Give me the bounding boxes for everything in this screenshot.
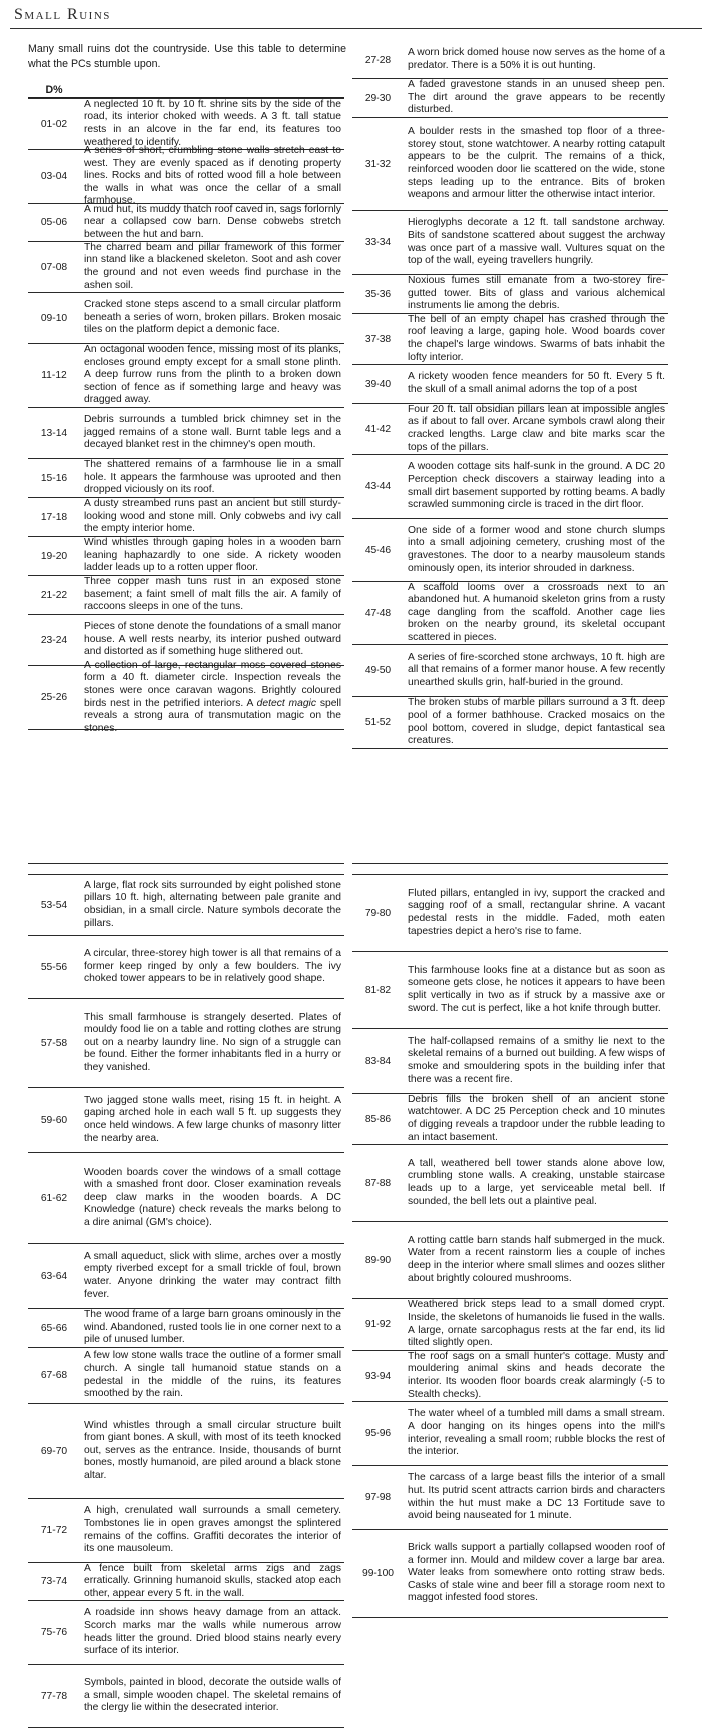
ruin-description: A boulder rests in the smashed top floor of a three-storey stout, stone watchtower. A nearby rotting catapult appears to be the culprit. The remains of a thick, reinforced wooden door lie scattered on the wide, stone steps leading up to the entrance. Bits of broken weapons and armour litter the otherwise intact interior. [408,126,665,201]
table-row [352,1029,668,1094]
roll-range: 97-98 [364,1492,392,1503]
table-row [28,498,344,537]
table-row [28,1153,344,1244]
table-bottom-right [352,874,668,1618]
ruin-description: A tall, weathered bell tower stands alone above low, crumbling stone walls. A creaking, unstable staircase leads up to a large, yet serviceable metal bell. If sounded, the bell lets out a plaintive peal. [408,1157,665,1207]
ruin-description: An octagonal wooden fence, missing most of its planks, encloses ground empty except for a small stone plinth. A deep furrow runs from the plinth to a broken down section of fence as if something large and heavy was dragged away. [84,344,341,406]
table-row [352,455,668,519]
table-row [352,42,668,79]
roll-range: 45-46 [364,544,392,556]
roll-range: 23-24 [40,634,68,646]
table-row [352,211,668,275]
ruin-description: One side of a former wood and stone church slumps into a small adjoining cemetery, crushing most of the gravestones. The door to a nearby mausoleum stands ominously open, its interior shrouded in darkness. [408,524,665,574]
table-row [28,98,344,150]
ruin-description: The bell of an empty chapel has crashed through the roof leaving a large, gaping hole. Wood boards cover the chapel's large windows. Swarms of bats inhabit the lofty interior. [408,313,665,363]
table-row [28,344,344,408]
roll-range: 13-14 [40,427,68,439]
ruin-description: Wind whistles through a small circular structure built from giant bones. A skull, with most of its teeth knocked out, serves as the entrance. Inside, thousands of burnt bones, mostly humanoid, are piled around a black stone altar. [84,1419,341,1481]
table-row [28,999,344,1088]
ruin-description: A neglected 10 ft. by 10 ft. shrine sits by the side of the road, its interior choked with weeds. A 3 ft. tall statue rests in an alcove in the far end, its features too weathered to identify. [84,98,341,148]
roll-range: 43-44 [364,481,392,492]
roll-range: 03-04 [40,171,68,182]
roll-range: 63-64 [40,1270,68,1282]
table-row [28,936,344,999]
roll-range: 21-22 [40,589,68,601]
ruin-description: A collection of large, rectangular moss covered stones form a 40 ft. diameter circle. Inspection reveals the stones were once caravan wagons. Brightly coloured birds nest in the petrified interiors. A detect magic spell reveals a strong aura of transmutation magic on the stones. [84,659,341,734]
roll-range: 11-12 [41,370,67,381]
ruin-description: A worn brick domed house now serves as the home of a predator. There is a 50% it is out hunting. [408,47,665,71]
table-row [352,275,668,314]
roll-range: 89-90 [364,1254,392,1266]
roll-range: 25-26 [40,692,68,703]
roll-range: 51-52 [364,717,392,728]
roll-range: 93-94 [364,1370,392,1382]
roll-range: 29-30 [364,92,392,104]
intro-text: Many small ruins dot the countryside. Use this table to determine what the PCs stumble upon. [28,43,346,70]
roll-range: 49-50 [364,665,392,676]
table-row [28,1563,344,1601]
ruin-description: A mud hut, its muddy thatch roof caved in, sags forlornly near a collapsed cow barn. Dense cobwebs stretch between the hut and barn. [84,203,341,240]
roll-range: 15-16 [40,472,68,484]
ruin-description: The charred beam and pillar framework of this former inn stand like a blackened skeleton. Soot and ash cover the ground and not even weeds find purchase in the ashen soil. [84,241,341,291]
roll-range: 85-86 [364,1113,392,1125]
ruin-description: The water wheel of a tumbled mill dams a small stream. A door hanging on its hinges opens into the mill's interior, revealing a small room; rubble blocks the rest of the interior. [408,1408,665,1458]
ruin-description: Debris fills the broken shell of an ancient stone watchtower. A DC 25 Perception check and 10 minutes of digging reveals a trapdoor under the rubble leading to an intact basement. [408,1093,665,1143]
table-row [28,1404,344,1499]
table-top-left [28,82,344,734]
page-title: Small Ruins [14,6,111,23]
roll-range: 67-68 [40,1370,68,1381]
table-row [352,952,668,1029]
roll-range: 55-56 [40,961,68,973]
ruin-description: Three copper mash tuns rust in an exposed stone basement; a faint smell of malt fills the air. A family of raccoons sleeps in one of the tuns. [84,576,341,613]
table-row [352,697,668,749]
roll-range: 61-62 [40,1192,68,1204]
roll-range: 47-48 [364,607,392,619]
title-rule [10,28,702,29]
ruin-description: Two jagged stone walls meet, rising 15 ft. in height. A gaping arched hole in each wall 5 ft. up suggests they once held windows. A few large chunks of masonry litter the nearby area. [84,1094,341,1144]
roll-range: 71-72 [40,1525,68,1536]
table-row [352,1094,668,1145]
ruin-description: The carcass of a large beast fills the interior of a small hut. Its putrid scent attracts carrion birds and characters within the hut must make a DC 13 Fortitude save to avoid being nauseated for 1 minute. [408,1472,665,1522]
table-row [352,365,668,404]
roll-range: 83-84 [364,1055,392,1067]
ruin-description: A circular, three-storey high tower is all that remains of a former keep ringed by only a few boulders. The ivy choked tower appears to be in relatively good shape. [84,948,341,985]
table-row [28,1665,344,1728]
section-divider-right [352,863,668,864]
table-row [28,1499,344,1563]
ruin-description: The shattered remains of a farmhouse lie in a small hole. It appears the farmhouse was uprooted and then dropped viciously on its roof. [84,459,341,496]
roll-range: 09-10 [40,312,68,324]
table-row [352,404,668,455]
ruin-description: Fluted pillars, entangled in ivy, support the cracked and sagging roof of a small, rectangular shrine. A vacant pedestal rests in the middle. Faded, moth eaten tapestries depict a hero's rise to fame. [408,887,665,937]
table-row [28,576,344,615]
ruin-description: A roadside inn shows heavy damage from an attack. Scorch marks mar the walls while numerous arrow heads litter the ground. Dried blood stains nearly every surface of its interior. [84,1607,341,1657]
table-header [28,82,344,98]
ruin-description: Four 20 ft. tall obsidian pillars lean at impossible angles as if about to fall over. Arcane symbols crawl along their cracked lengths. Large claw and bite marks scar the tops of the pillars. [408,403,665,453]
table-row [352,582,668,645]
ruin-description: A large, flat rock sits surrounded by eight polished stone pillars 10 ft. high, alternating between pale granite and obsidian, in a small circle. Nature symbols decorate the pillars. [84,879,341,929]
ruin-description: Symbols, painted in blood, decorate the outside walls of a small, simple wooden chapel. The skeletal remains of the clergy lie within the desecrated interior. [84,1677,341,1714]
table-row [28,242,344,293]
table-top-right [352,42,668,749]
ruin-description: A scaffold looms over a crossroads next to an abandoned hut. A humanoid skeleton grins from a rusty cage dangling from the scaffold. Another cage lies broken on the nearby ground, its skeletal occupant scattered in pieces. [408,581,665,643]
roll-range: 39-40 [364,378,392,390]
ruin-description: This small farmhouse is strangely deserted. Plates of mouldy food lie on a table and rotting clothes are strung out on a nearby laundry line. No sign of a struggle can be found. Either the former inhabitants fled in a hurry or they vanished. [84,1011,341,1073]
table-row [352,874,668,952]
ruin-description: A rickety wooden fence meanders for 50 ft. Every 5 ft. the skull of a small animal adorns the top of a post [408,371,665,395]
roll-range: 05-06 [40,217,68,228]
ruin-description: A dusty streambed runs past an ancient but still sturdy-looking wood and stone mill. Only cobwebs and ivy call the empty interior home. [84,498,341,535]
ruin-description: Wooden boards cover the windows of a small cottage with a smashed front door. Closer examination reveals deep claw marks in the wooden boards. A DC Knowledge (nature) check reveals the marks belong to a dire animal (GM's choice). [84,1166,341,1228]
table-row [28,145,344,207]
table-row [352,1351,668,1402]
table-row [352,118,668,211]
table-row [352,1402,668,1466]
roll-range: 95-96 [364,1428,392,1439]
ruin-description: A fence built from skeletal arms zigs and zags erratically. Grinning humanoid skulls, stacked atop each other, appear every 5 ft. in the wall. [84,1562,341,1599]
roll-range: 73-74 [40,1576,68,1587]
ruin-description: Weathered brick steps lead to a small domed crypt. Inside, the skeletons of humanoids lie fused in the walls. A large, ornate sarcophagus rests at the far end, its lid tilted slightly open. [408,1299,665,1349]
table-row [352,519,668,582]
roll-range: 01-02 [40,118,68,130]
roll-range: 53-54 [40,899,68,911]
roll-range: 19-20 [40,550,68,562]
ruin-description: The wood frame of a large barn groans ominously in the wind. Abandoned, rusted tools lie in one corner next to a pile of unused lumber. [84,1309,341,1346]
ruin-description: The half-collapsed remains of a smithy lie next to the skeletal remains of a burned out building. A few wisps of smoke and smouldering spots in the building infer that there was a recent fire. [408,1035,665,1085]
ruin-description: Cracked stone steps ascend to a small circular platform beneath a series of worn, broken pillars. Broken mosaic tiles on the platform depict a demonic face. [84,299,341,336]
roll-range: 41-42 [364,423,392,435]
ruin-description: Hieroglyphs decorate a 12 ft. tall sandstone archway. Bits of sandstone scattered about suggest the archway was once part of a massive wall. Vultures squat on the top of the wall, eyeing travellers hungrily. [408,217,665,267]
roll-range: 87-88 [364,1177,392,1189]
table-row [28,1601,344,1665]
roll-range: 35-36 [364,288,392,300]
ruin-description: Wind whistles through gaping holes in a wooden barn leaning haphazardly to one side. A rickety wooden ladder leads up to a rotten upper floor. [84,537,341,574]
section-divider-left [28,863,344,864]
roll-range: 07-08 [40,261,68,273]
ruin-description: Brick walls support a partially collapsed wooden roof of a former inn. Mould and mildew cover a large bar area. Water leaks from somewhere onto rotting straw beds. Casks of stale wine and beer fill a storage room next to maggot infested food stores. [408,1542,665,1604]
table-row [28,659,344,734]
roll-range: 79-80 [364,907,392,919]
ruin-description: This farmhouse looks fine at a distance but as soon as someone gets close, he notices it appears to have been split vertically in two as if struck by a massive axe or sword. The cut is perfect, like a hot knife through butter. [408,964,665,1014]
table-row [352,314,668,365]
table-row [352,1145,668,1222]
table-row [352,1530,668,1618]
table-row [352,1222,668,1299]
table-row [352,79,668,118]
roll-range: 33-34 [364,237,392,248]
ruin-description: Debris surrounds a tumbled brick chimney set in the jagged remains of a stone wall. Burnt table legs and a decayed blanket rest in the chimney's open mouth. [84,414,341,451]
table-row [352,1299,668,1351]
roll-range: 99-100 [361,1568,395,1579]
table-row [352,645,668,697]
table-row [28,1088,344,1153]
roll-range: 69-70 [40,1445,68,1457]
table-row [28,408,344,459]
roll-range: 37-38 [364,333,392,345]
ruin-description: A series of short, crumbling stone walls stretch east to west. They are evenly spaced as if denoting property lines. Rocks and bits of rotted wood fill a hole between the walls in what was once the cellar of a small farmhouse. [84,145,341,207]
ruin-description: A small aqueduct, slick with slime, arches over a mostly empty riverbed except for a small trickle of foul, brown water. Anyone drinking the water may contract filth fever. [84,1250,341,1300]
table-row [28,1309,344,1348]
roll-range: 91-92 [364,1319,392,1330]
table-row [28,1244,344,1309]
ruin-description: A rotting cattle barn stands half submerged in the muck. Water from a recent rainstorm lies a couple of inches deep in the interior where small slimes and oozes slither about brightly coloured mushrooms. [408,1234,665,1284]
ruin-description: A wooden cottage sits half-sunk in the ground. A DC 20 Perception check discovers a stairway leading into a small dirt basement supported by rotting beams. A badly scrawled summoning circle is traced in the dirt floor. [408,461,665,511]
roll-range: 17-18 [40,511,68,523]
ruin-description: A series of fire-scorched stone archways, 10 ft. high are all that remains of a former manor house. A few recently unearthed skulls grin, half-buried in the ground. [408,651,665,688]
roll-range: 27-28 [364,54,392,66]
roll-range: 59-60 [40,1114,68,1126]
roll-range: 57-58 [40,1037,68,1049]
table-bottom-left [28,874,344,1728]
ruin-description: A high, crenulated wall surrounds a small cemetery. Tombstones lie in open graves amongst the splintered remains of the coffins. Graffiti decorates the interior of its one mausoleum. [84,1505,341,1555]
ruin-description: The broken stubs of marble pillars surround a 3 ft. deep pool of a former bathhouse. Cracked mosaics on the pool bottom, covered in sludge, depict fantastical sea creatures. [408,697,665,747]
ruin-description: A faded gravestone stands in an unused sheep pen. The dirt around the grave appears to be recently disturbed. [408,79,665,116]
table-row [28,459,344,498]
table-row [28,1348,344,1404]
table-row [352,1466,668,1530]
ruin-description: Noxious fumes still emanate from a two-storey fire-gutted tower. Bits of glass and various alchemical instruments lie among the debris. [408,275,665,312]
roll-range: 65-66 [40,1322,68,1334]
table-row [28,293,344,344]
roll-range: 81-82 [364,984,392,996]
ruin-description: A few low stone walls trace the outline of a former small church. A single tall humanoid statue stands on a pedestal in the middle of the ruins, its features smoothed by the rain. [84,1350,341,1400]
roll-range: 77-78 [40,1690,68,1702]
table-row [28,204,344,242]
d-percent-header: D% [45,84,63,96]
table-row [28,537,344,576]
table-row [28,874,344,936]
roll-range: 75-76 [40,1627,68,1638]
ruin-description: The roof sags on a small hunter's cottage. Musty and mouldering animal skins and heads decorate the interior. Its wooden floor boards creak alarmingly (-5 to Stealth checks). [408,1350,665,1400]
roll-range: 31-32 [364,158,392,170]
table-row [28,615,344,666]
ruin-description: Pieces of stone denote the foundations of a small manor house. A well rests nearby, its interior pushed outward and distorted as if something huge slithered out. [84,621,342,658]
